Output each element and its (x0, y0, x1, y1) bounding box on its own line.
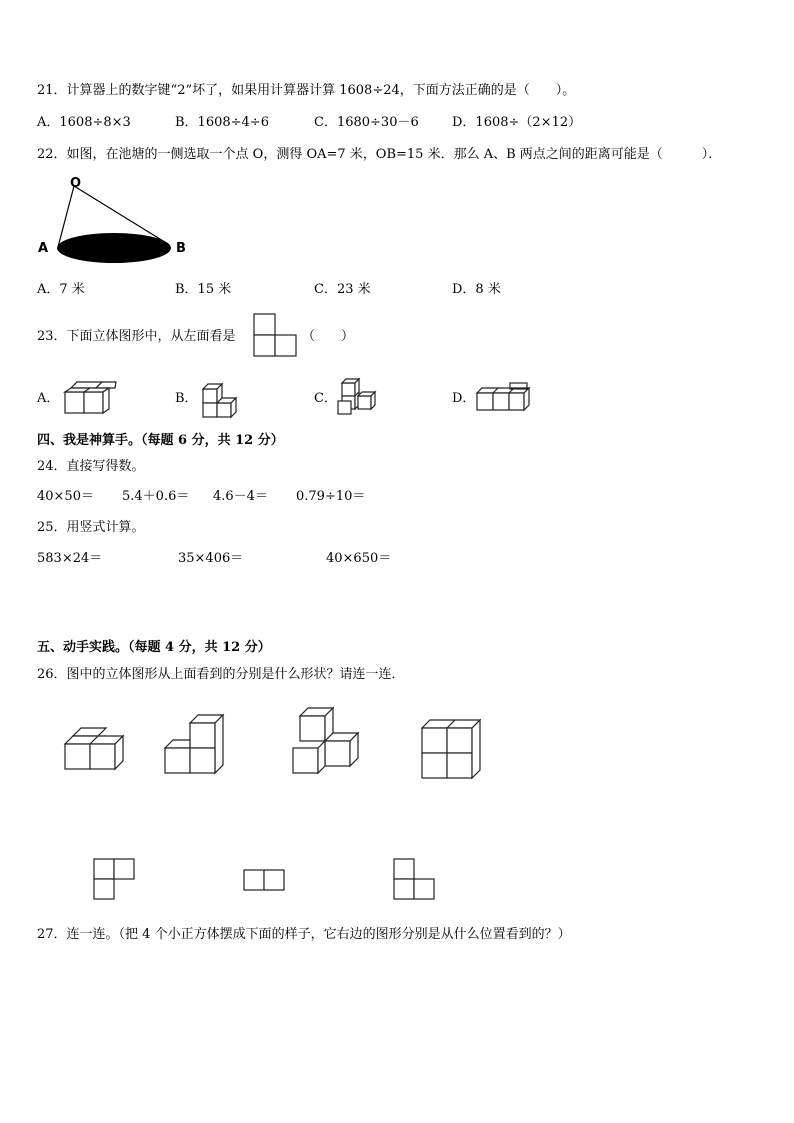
q26-solid-3 (290, 706, 362, 778)
q23-option-a-figure (63, 380, 119, 416)
q24-item-2: 5.4＋0.6＝ (122, 489, 190, 504)
label-b: B (176, 241, 186, 256)
q22-option-d[interactable]: D．8 米 (452, 282, 501, 297)
q26-top-view-1 (93, 858, 137, 902)
q26-solid-1 (63, 726, 129, 776)
q26-solid-2 (163, 713, 229, 775)
q21-text: 21．计算器上的数字键“2”坏了，如果用计算器计算 1608÷24，下面方法正确的是（ ）。 (37, 83, 576, 98)
q21-option-b[interactable]: B．1608÷4÷6 (175, 115, 269, 130)
q22-option-c[interactable]: C．23 米 (314, 282, 371, 297)
q27-text: 27．连一连。（把 4 个小正方体摆成下面的样子，它右边的图形分别是从什么位置看到的？） (37, 927, 571, 942)
q24-text: 24．直接写得数。 (37, 459, 145, 474)
q23-option-b-figure (199, 377, 245, 417)
q22-option-b[interactable]: B．15 米 (175, 282, 232, 297)
q23-option-a[interactable]: A． (37, 391, 60, 406)
q23-option-b[interactable]: B． (175, 391, 198, 406)
section4-title: 四、我是神算手。（每题 6 分，共 12 分） (37, 433, 284, 448)
q22-pond-figure (36, 174, 196, 264)
q23-left-view-shape (253, 313, 299, 359)
q23-option-d[interactable]: D． (452, 391, 476, 406)
q26-text: 26．图中的立体图形从上面看到的分别是什么形状？请连一连． (37, 667, 405, 682)
q24-item-1: 40×50＝ (37, 489, 94, 504)
q25-item-1: 583×24＝ (37, 551, 103, 566)
q23-paren: （ ） (302, 329, 355, 344)
q22-option-a[interactable]: A．7 米 (37, 282, 85, 297)
q23-option-c-figure (336, 377, 382, 417)
q26-top-view-3 (393, 858, 437, 902)
q25-text: 25．用竖式计算。 (37, 520, 145, 535)
pond-shape (57, 233, 171, 263)
section5-title: 五、动手实践。（每题 4 分，共 12 分） (37, 640, 271, 655)
q23-option-d-figure (474, 381, 534, 417)
q23-option-c[interactable]: C． (314, 391, 337, 406)
q24-item-3: 4.6－4＝ (213, 489, 268, 504)
q21-option-c[interactable]: C．1680÷30－6 (314, 115, 419, 130)
q23-text: 23．下面立体图形中，从左面看是 (37, 329, 236, 344)
label-a: A (38, 241, 49, 256)
q25-item-3: 40×650＝ (326, 551, 392, 566)
q26-top-view-2 (243, 869, 287, 893)
q22-text: 22．如图，在池塘的一侧选取一个点 O，测得 OA=7 米，OB=15 米．那么 A、B 两点之间的距离可能是（ ）． (37, 147, 722, 162)
q26-solid-4 (420, 718, 484, 782)
q25-item-2: 35×406＝ (178, 551, 244, 566)
label-o: O (70, 176, 82, 191)
q24-item-4: 0.79÷10＝ (296, 489, 366, 504)
q21-option-a[interactable]: A．1608÷8×3 (37, 115, 131, 130)
q21-option-d[interactable]: D．1608÷（2×12） (452, 115, 582, 130)
